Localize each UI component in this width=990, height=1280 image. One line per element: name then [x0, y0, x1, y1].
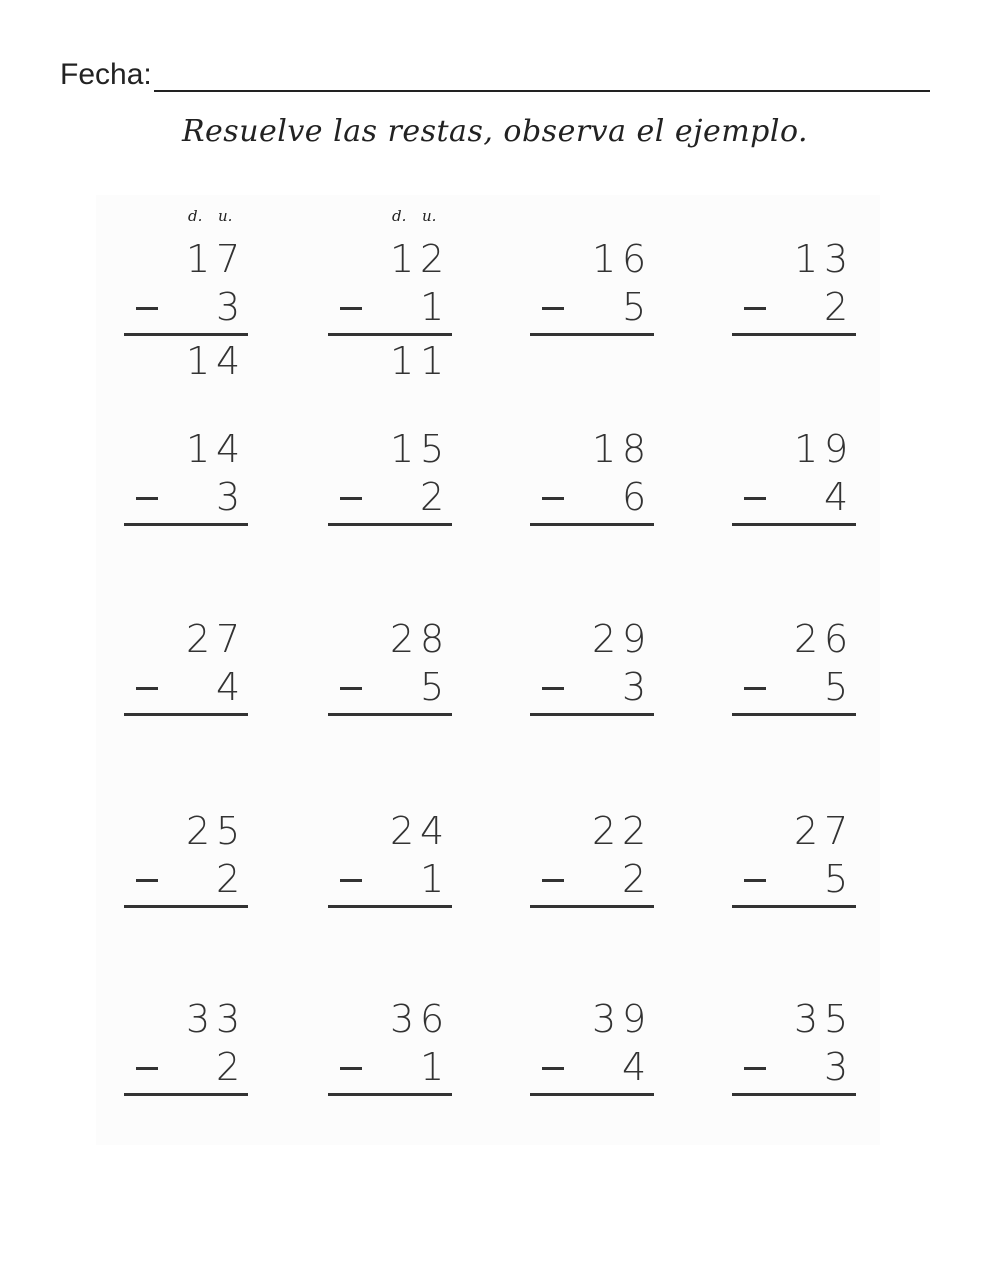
subtraction-problem — [328, 807, 452, 957]
minuend-units-digit: 6 — [824, 617, 849, 661]
minuend — [732, 235, 856, 283]
result-tens-digit: 1 — [186, 339, 211, 383]
minuend — [732, 807, 856, 855]
answer-line — [124, 1093, 248, 1096]
answer-space[interactable] — [530, 909, 654, 957]
subtrahend — [328, 663, 452, 711]
answer-line — [530, 333, 654, 336]
answer-space[interactable] — [530, 337, 654, 385]
answer-space[interactable] — [124, 527, 248, 575]
subtraction-problem — [124, 995, 248, 1145]
subtraction-problem — [732, 235, 856, 385]
subtraction-problem — [530, 807, 654, 957]
answer-space[interactable] — [124, 1097, 248, 1145]
subtrahend-digit: 2 — [216, 857, 241, 901]
answer-space[interactable] — [530, 1097, 654, 1145]
minus-sign — [340, 1067, 362, 1070]
minus-sign — [136, 879, 158, 882]
minuend — [732, 425, 856, 473]
minuend-tens-digit: 1 — [186, 237, 211, 281]
answer-line — [530, 905, 654, 908]
subtrahend — [530, 1043, 654, 1091]
answer-line — [328, 333, 452, 336]
answer-line — [328, 905, 452, 908]
subtraction-problem — [530, 995, 654, 1145]
minuend — [530, 235, 654, 283]
minuend-tens-digit: 2 — [186, 617, 211, 661]
subtrahend — [732, 283, 856, 331]
minuend-tens-digit: 2 — [592, 617, 617, 661]
minuend-tens-digit: 3 — [390, 997, 415, 1041]
subtraction-problem — [732, 425, 856, 575]
minuend — [530, 615, 654, 663]
subtraction-problem — [328, 615, 452, 765]
minuend — [732, 615, 856, 663]
minuend-tens-digit: 1 — [186, 427, 211, 471]
minus-sign — [744, 879, 766, 882]
minuend — [124, 425, 248, 473]
minuend — [328, 235, 452, 283]
subtrahend — [732, 473, 856, 521]
answer-line — [530, 1093, 654, 1096]
minus-sign — [744, 497, 766, 500]
minus-sign — [340, 879, 362, 882]
subtrahend — [328, 855, 452, 903]
subtrahend — [124, 473, 248, 521]
minuend-tens-digit: 3 — [794, 997, 819, 1041]
subtrahend-digit: 3 — [216, 285, 241, 329]
minuend — [124, 807, 248, 855]
subtraction-grid — [96, 195, 880, 1145]
answer-line — [124, 905, 248, 908]
subtrahend-digit: 2 — [420, 475, 445, 519]
minuend-tens-digit: 2 — [390, 617, 415, 661]
minuend-units-digit: 7 — [216, 237, 241, 281]
minus-sign — [340, 497, 362, 500]
answer-space[interactable] — [530, 527, 654, 575]
minuend-units-digit: 9 — [622, 997, 647, 1041]
minuend-units-digit: 8 — [622, 427, 647, 471]
minus-sign — [542, 1067, 564, 1070]
minuend-units-digit: 9 — [824, 427, 849, 471]
minuend-units-digit: 5 — [824, 997, 849, 1041]
minuend-units-digit: 2 — [622, 809, 647, 853]
minuend — [530, 425, 654, 473]
subtrahend-digit: 1 — [420, 285, 445, 329]
minuend-units-digit: 3 — [216, 997, 241, 1041]
minuend-tens-digit: 3 — [592, 997, 617, 1041]
subtrahend — [124, 663, 248, 711]
answer-space[interactable] — [732, 337, 856, 385]
minuend-tens-digit: 1 — [592, 427, 617, 471]
minus-sign — [542, 497, 564, 500]
answer-line — [732, 905, 856, 908]
minuend-units-digit: 7 — [216, 617, 241, 661]
minuend-tens-digit: 2 — [794, 617, 819, 661]
answer-space[interactable] — [124, 909, 248, 957]
subtrahend-digit: 2 — [622, 857, 647, 901]
minuend-units-digit: 6 — [622, 237, 647, 281]
answer-space[interactable] — [732, 1097, 856, 1145]
answer-space[interactable] — [732, 717, 856, 765]
subtrahend-digit: 1 — [420, 857, 445, 901]
subtrahend-digit: 3 — [622, 665, 647, 709]
date-field — [60, 58, 930, 92]
subtrahend — [328, 283, 452, 331]
subtraction-problem — [328, 995, 452, 1145]
minus-sign — [136, 1067, 158, 1070]
minuend-tens-digit: 2 — [794, 809, 819, 853]
minus-sign — [136, 497, 158, 500]
subtraction-problem — [124, 207, 248, 385]
minus-sign — [340, 687, 362, 690]
answer-line — [530, 523, 654, 526]
minuend — [124, 235, 248, 283]
subtrahend — [530, 855, 654, 903]
answer-space[interactable] — [530, 717, 654, 765]
minuend — [328, 807, 452, 855]
subtrahend-digit: 3 — [824, 1045, 849, 1089]
minuend-tens-digit: 2 — [592, 809, 617, 853]
minuend — [124, 995, 248, 1043]
answer-space[interactable] — [328, 1097, 452, 1145]
answer-line — [530, 713, 654, 716]
minuend-units-digit: 9 — [622, 617, 647, 661]
minuend-units-digit: 4 — [216, 427, 241, 471]
minus-sign — [542, 307, 564, 310]
minuend-units-digit: 4 — [420, 809, 445, 853]
minuend-tens-digit: 1 — [794, 237, 819, 281]
subtrahend-digit: 5 — [824, 857, 849, 901]
minus-sign — [136, 687, 158, 690]
subtrahend-digit: 6 — [622, 475, 647, 519]
answer-line — [732, 333, 856, 336]
answer-space[interactable] — [328, 527, 452, 575]
minuend-units-digit: 5 — [420, 427, 445, 471]
tens-label: d. — [392, 207, 407, 225]
result-units-digit: 1 — [420, 339, 445, 383]
minuend-units-digit: 5 — [216, 809, 241, 853]
minuend-units-digit: 8 — [420, 617, 445, 661]
minus-sign — [542, 687, 564, 690]
minuend-units-digit: 3 — [824, 237, 849, 281]
subtraction-problem — [732, 995, 856, 1145]
minuend — [124, 615, 248, 663]
subtrahend-digit: 2 — [216, 1045, 241, 1089]
subtraction-problem — [732, 615, 856, 765]
units-label: u. — [218, 207, 233, 225]
subtraction-problem — [124, 615, 248, 765]
minus-sign — [542, 879, 564, 882]
subtrahend — [124, 1043, 248, 1091]
place-value-header — [124, 207, 248, 225]
subtrahend — [328, 1043, 452, 1091]
minuend-tens-digit: 1 — [592, 237, 617, 281]
minuend-tens-digit: 1 — [390, 427, 415, 471]
minuend — [530, 995, 654, 1043]
subtrahend — [530, 283, 654, 331]
answer-line — [328, 713, 452, 716]
answer-line — [124, 713, 248, 716]
subtrahend — [732, 663, 856, 711]
subtraction-problem — [124, 807, 248, 957]
subtrahend — [530, 663, 654, 711]
subtrahend-digit: 5 — [622, 285, 647, 329]
subtrahend-digit: 3 — [216, 475, 241, 519]
minus-sign — [744, 687, 766, 690]
answer-space[interactable] — [328, 337, 452, 385]
answer-space[interactable] — [732, 527, 856, 575]
subtrahend-digit: 4 — [622, 1045, 647, 1089]
minus-sign — [136, 307, 158, 310]
subtrahend-digit: 2 — [824, 285, 849, 329]
minuend — [732, 995, 856, 1043]
subtraction-problem — [530, 425, 654, 575]
minus-sign — [744, 1067, 766, 1070]
subtraction-problem — [328, 207, 452, 385]
answer-space[interactable] — [124, 337, 248, 385]
subtrahend — [124, 855, 248, 903]
answer-line — [328, 1093, 452, 1096]
minuend-tens-digit: 1 — [390, 237, 415, 281]
subtraction-problem — [732, 807, 856, 957]
date-label: Fecha: — [60, 58, 152, 91]
answer-line — [124, 523, 248, 526]
subtrahend-digit: 1 — [420, 1045, 445, 1089]
instruction-text: Resuelve las restas, observa el ejemplo. — [181, 114, 809, 149]
subtraction-problem — [328, 425, 452, 575]
minuend — [328, 615, 452, 663]
subtrahend-digit: 5 — [420, 665, 445, 709]
minuend-tens-digit: 2 — [390, 809, 415, 853]
answer-line — [124, 333, 248, 336]
answer-line — [328, 523, 452, 526]
subtrahend — [328, 473, 452, 521]
minuend-units-digit: 7 — [824, 809, 849, 853]
subtrahend-digit: 4 — [824, 475, 849, 519]
tens-label: d. — [188, 207, 203, 225]
subtrahend — [732, 855, 856, 903]
minuend-units-digit: 2 — [420, 237, 445, 281]
subtrahend — [732, 1043, 856, 1091]
minuend-tens-digit: 1 — [794, 427, 819, 471]
subtraction-problem — [530, 235, 654, 385]
minus-sign — [340, 307, 362, 310]
subtrahend-digit: 5 — [824, 665, 849, 709]
answer-space[interactable] — [328, 717, 452, 765]
minuend — [328, 995, 452, 1043]
answer-line — [732, 523, 856, 526]
place-value-header — [328, 207, 452, 225]
minuend — [328, 425, 452, 473]
answer-space[interactable] — [328, 909, 452, 957]
answer-line — [732, 713, 856, 716]
minuend-tens-digit: 2 — [186, 809, 211, 853]
subtrahend-digit: 4 — [216, 665, 241, 709]
result-tens-digit: 1 — [390, 339, 415, 383]
subtraction-problem — [530, 615, 654, 765]
answer-space[interactable] — [732, 909, 856, 957]
subtrahend — [530, 473, 654, 521]
answer-space[interactable] — [124, 717, 248, 765]
minuend-units-digit: 6 — [420, 997, 445, 1041]
minuend-tens-digit: 3 — [186, 997, 211, 1041]
subtrahend — [124, 283, 248, 331]
minuend — [530, 807, 654, 855]
subtraction-problem — [124, 425, 248, 575]
answer-line — [732, 1093, 856, 1096]
minus-sign — [744, 307, 766, 310]
result-units-digit: 4 — [216, 339, 241, 383]
date-write-line[interactable] — [154, 62, 930, 92]
units-label: u. — [422, 207, 437, 225]
